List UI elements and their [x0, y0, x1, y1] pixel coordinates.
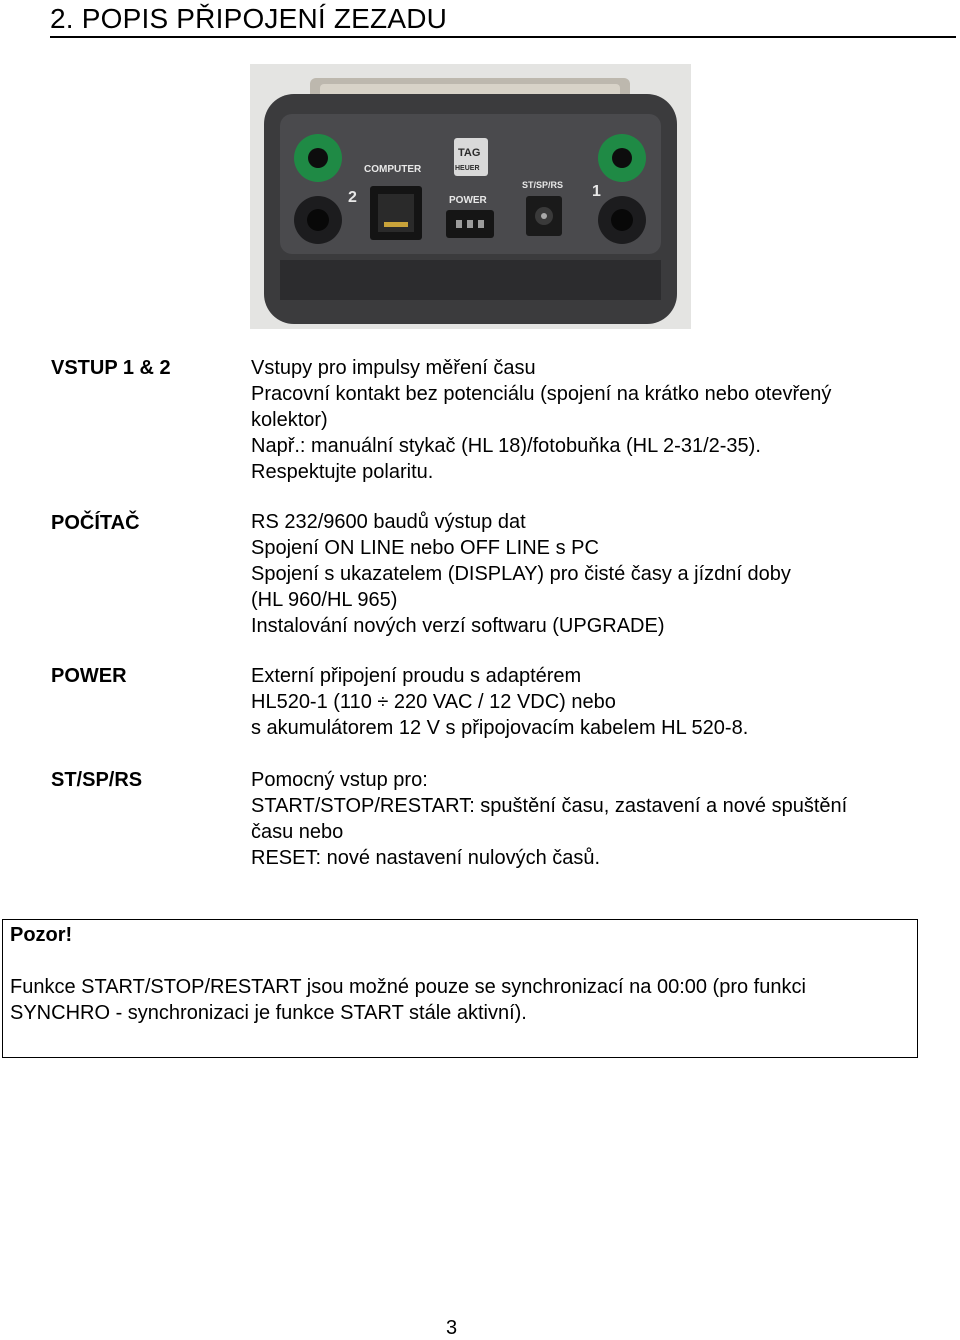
- desc-line: Respektujte polaritu.: [251, 461, 434, 483]
- device-rear-photo: [250, 64, 691, 329]
- num-label-left: 2: [348, 189, 357, 206]
- tag-heuer-logo: [454, 138, 488, 176]
- desc-line: START/STOP/RESTART: spuštění času, zastavení a nové spuštění: [251, 795, 848, 817]
- desc-line: Instalování nových verzí softwaru (UPGRADE): [251, 615, 665, 637]
- desc-line: (HL 960/HL 965): [251, 589, 398, 611]
- power-port-connector: [446, 210, 494, 238]
- desc-stsprs: [251, 767, 941, 871]
- stsprs-port-jack: [526, 196, 562, 236]
- desc-line: Např.: manuální stykač (HL 18)/fotobuňka (HL 2-31/2-35).: [251, 435, 761, 457]
- power-port-label: POWER: [449, 195, 487, 206]
- desc-line: Pracovní kontakt bez potenciálu (spojení na krátko nebo otevřený: [251, 383, 832, 405]
- desc-line: Spojení ON LINE nebo OFF LINE s PC: [251, 537, 599, 559]
- label-vstup: VSTUP 1 & 2: [51, 357, 171, 379]
- desc-line: HL520-1 (110 ÷ 220 VAC / 12 VDC) nebo: [251, 691, 616, 713]
- desc-pocitac: [251, 509, 941, 639]
- brand-bottom-text: HEUER: [455, 165, 480, 172]
- computer-port-label: COMPUTER: [364, 164, 422, 175]
- desc-line: kolektor): [251, 409, 328, 431]
- input-1-green-connector: [598, 134, 646, 182]
- page-heading-text: 2. POPIS PŘIPOJENÍ ZEZADU: [50, 3, 448, 34]
- computer-port-rj-jack: [370, 186, 422, 240]
- input-2-black-connector: [294, 196, 342, 244]
- input-2-green-connector: [294, 134, 342, 182]
- desc-line: Pomocný vstup pro:: [251, 769, 428, 791]
- warning-note-line: SYNCHRO - synchronizaci je funkce START stále aktivní).: [10, 1002, 527, 1024]
- label-power: POWER: [51, 665, 127, 687]
- desc-vstup: [251, 355, 941, 485]
- desc-line: Vstupy pro impulsy měření času: [251, 357, 536, 379]
- num-label-right: 1: [592, 183, 601, 200]
- label-stsprs: ST/SP/RS: [51, 769, 143, 791]
- brand-top-text: TAG: [458, 147, 481, 159]
- page-number: 3: [446, 1317, 458, 1339]
- desc-line: času nebo: [251, 821, 344, 843]
- warning-note-box: [2, 919, 918, 1058]
- desc-line: Externí připojení proudu s adaptérem: [251, 665, 582, 687]
- desc-line: RS 232/9600 baudů výstup dat: [251, 511, 526, 533]
- desc-line: RESET: nové nastavení nulových časů.: [251, 847, 601, 869]
- desc-line: s akumulátorem 12 V s připojovacím kabelem HL 520-8.: [251, 717, 749, 739]
- desc-line: Spojení s ukazatelem (DISPLAY) pro čisté časy a jízdní doby: [251, 563, 791, 585]
- input-1-black-connector: [598, 196, 646, 244]
- page-heading: [50, 2, 956, 38]
- label-pocitac: POČÍTAČ: [51, 512, 140, 534]
- warning-note-title: Pozor!: [10, 924, 73, 946]
- warning-note-line: Funkce START/STOP/RESTART jsou možné pouze se synchronizací na 00:00 (pro funkci: [10, 976, 806, 998]
- desc-power: [251, 663, 941, 741]
- stsprs-port-label: ST/SP/RS: [522, 180, 564, 190]
